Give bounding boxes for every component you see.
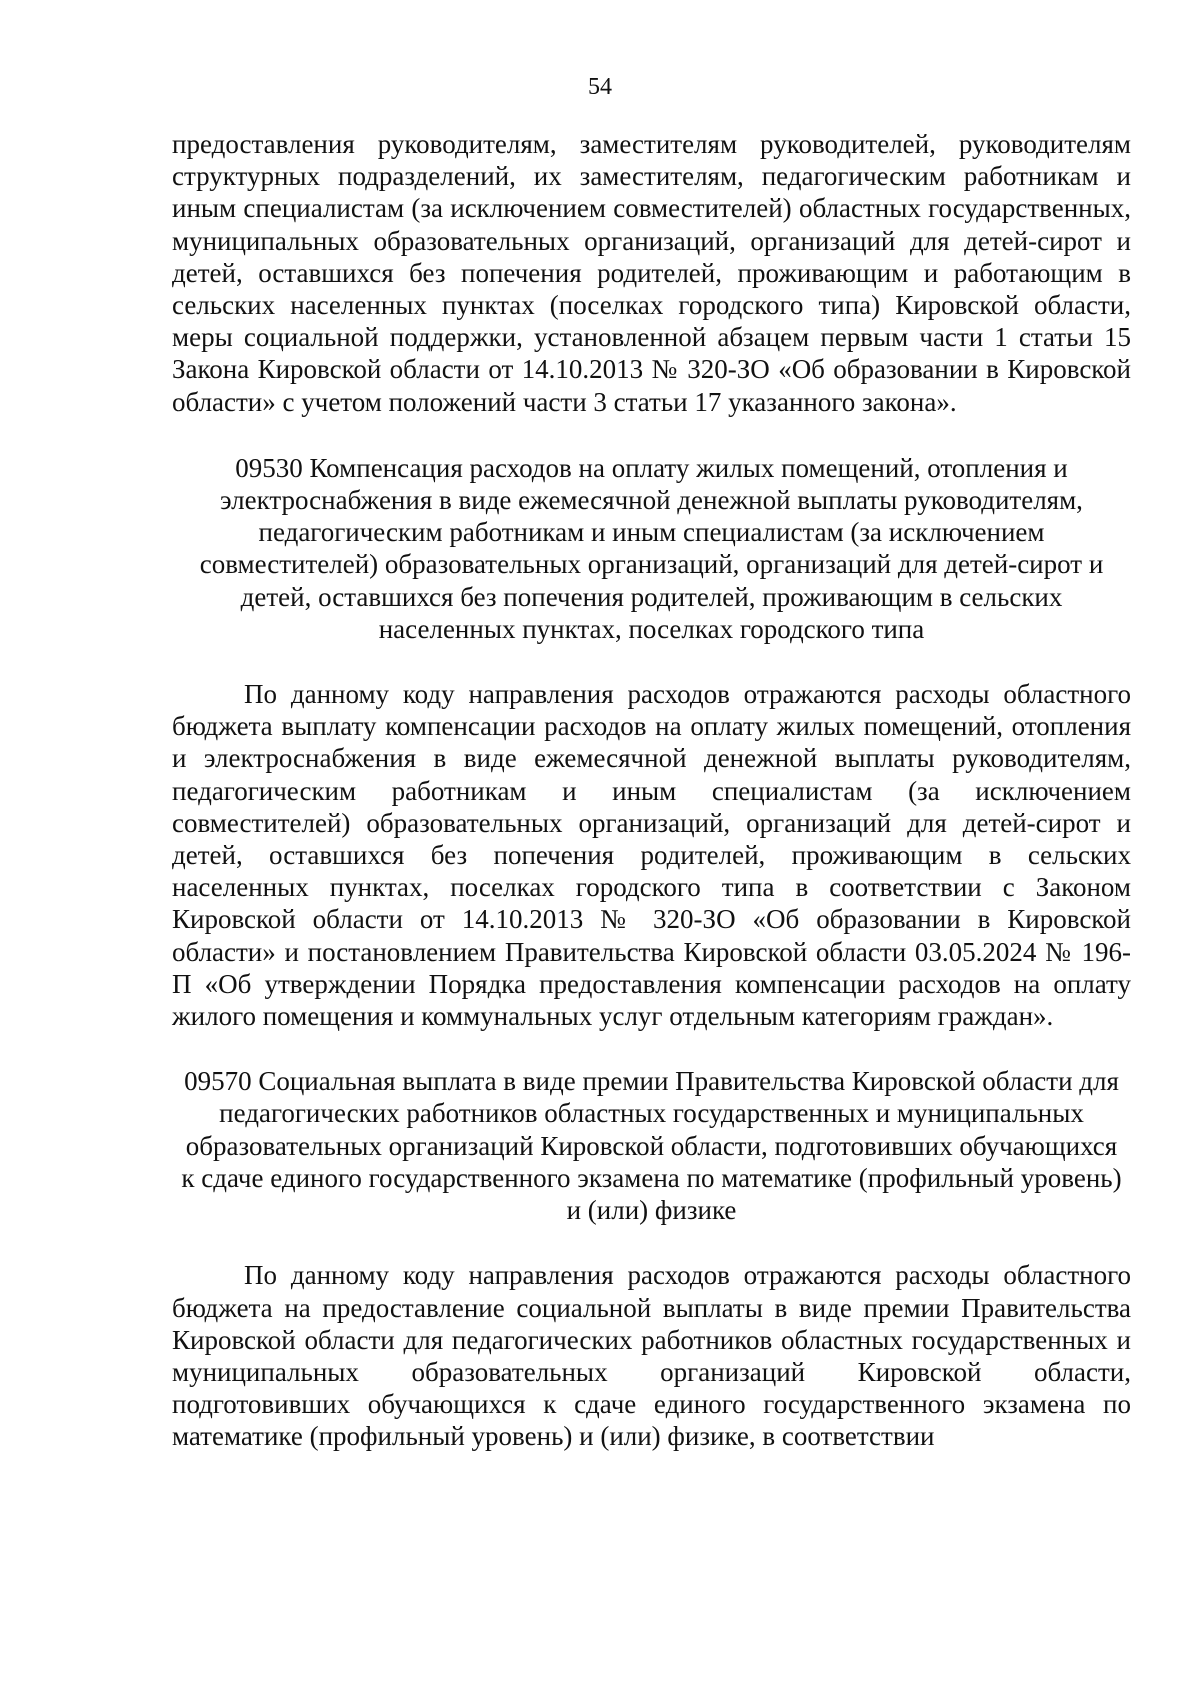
paragraph-09530-description: По данному коду направления расходов отражаются расходы областного бюджета выплату компенсации расходов на оплату жилых помещений, отопления и электроснабжения в виде ежемесячной денежной выплаты руководителям, педагогическим работникам и иным специалистам (за исключением совместителей) образовательных организаций, организаций для детей-сирот и детей, оставшихся без попечения родителей, проживающим в сельских населенных пунктах, поселках городского типа в соответствии с Законом Кировской области от 14.10.2013 № 320-ЗО «Об образовании в Кировской области» и постановлением Правительства Кировской области 03.05.2024 № 196-П «Об утверждении Порядка предоставления компенсации расходов на оплату жилого помещения и коммунальных услуг отдельным категориям граждан».	[172, 679, 1131, 1032]
paragraph-09570-description: По данному коду направления расходов отражаются расходы областного бюджета на предоставление социальной выплаты в виде премии Правительства Кировской области для педагогических работников областных государственных и муниципальных образовательных организаций Кировской области, подготовивших обучающихся к сдаче единого государственного экзамена по математике (профильный уровень) и (или) физике, в соответствии	[172, 1260, 1131, 1452]
paragraph-continuation: предоставления руководителям, заместителям руководителей, руководителям структурных подразделений, их заместителям, педагогическим работникам и иным специалистам (за исключением совместителей) областных государственных, муниципальных образовательных организаций, организаций для детей-сирот и детей, оставшихся без попечения родителей, проживающим и работающим в сельских населенных пунктах (поселках городского типа) Кировской области, меры социальной поддержки, установленной абзацем первым части 1 статьи 15 Закона Кировской области от 14.10.2013 № 320-ЗО «Об образовании в Кировской области» с учетом положений части 3 статьи 17 указанного закона».	[172, 129, 1131, 417]
section-heading-09530: 09530 Компенсация расходов на оплату жилых помещений, отопления и электроснабжения в виде ежемесячной денежной выплаты руководителям, педагогическим работникам и иным специалистам (за исключением совместителей) образовательных организаций, организаций для детей-сирот и детей, оставшихся без попечения родителей, проживающим в сельских населенных пунктах, поселках городского типа	[199, 452, 1104, 644]
page-number: 54	[588, 74, 612, 100]
section-heading-09570: 09570 Социальная выплата в виде премии Правительства Кировской области для педагогических работников областных государственных и муниципальных образовательных организаций Кировской области, подготовивших обучающихся к сдаче единого государственного экзамена по математике (профильный уровень) и (или) физике	[181, 1066, 1122, 1226]
document-body	[172, 128, 1131, 1453]
